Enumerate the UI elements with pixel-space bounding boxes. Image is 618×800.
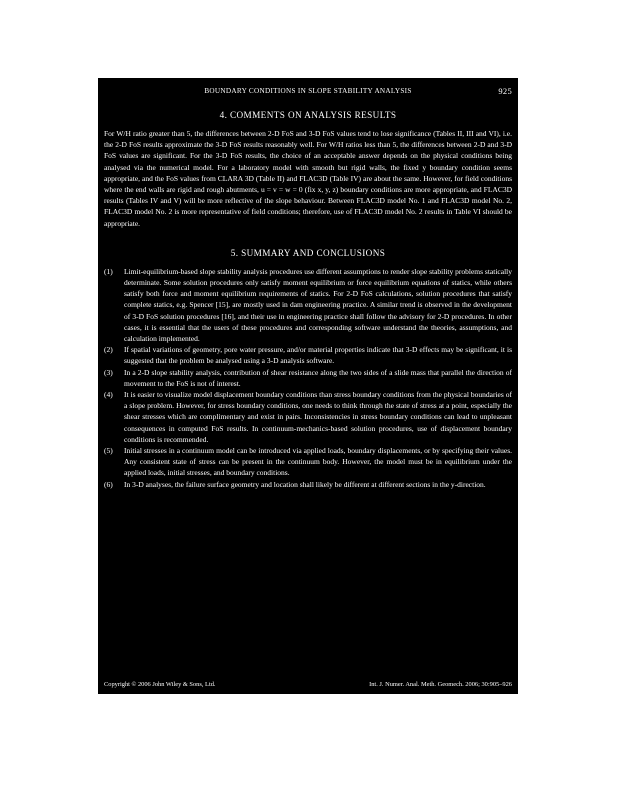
list-item xyxy=(104,344,512,366)
page-footer xyxy=(104,680,512,690)
copyright-notice: Copyright © 2006 John Wiley & Sons, Ltd. xyxy=(104,681,216,688)
running-header xyxy=(104,84,512,98)
list-item xyxy=(104,479,512,490)
list-item xyxy=(104,367,512,389)
list-text: In 3-D analyses, the failure surface geometry and location shall likely be different at different sections in the y-direction. xyxy=(124,479,486,489)
list-text: It is easier to visualize model displacement boundary conditions than stress boundary conditions from the physical boundaries of a slope problem. However, for stress boundary conditions, one needs to think through the state of stress at a point, especially the shear stresses which are complimentary and exist in pairs. Inconsistencies in stress boundary conditions can lead to unpleasant consequences in computed FoS results. In continuum-mechanics-based solution procedures, use of displacement boundary conditions is recommended. xyxy=(124,390,512,444)
list-item xyxy=(104,445,512,479)
section-4-heading: 4. COMMENTS ON ANALYSIS RESULTS xyxy=(219,110,397,120)
list-item xyxy=(104,266,512,344)
page xyxy=(98,78,518,694)
section-4-body xyxy=(104,128,512,229)
list-text: In a 2-D slope stability analysis, contribution of shear resistance along the two sides of a slide mass that parallel the direction of movement to the FoS is not of interest. xyxy=(124,367,512,388)
list-item xyxy=(104,389,512,445)
journal-citation: Int. J. Numer. Anal. Meth. Geomech. 2006; 30:905–926 xyxy=(369,681,512,688)
list-marker: (6) xyxy=(104,479,113,489)
list-text: If spatial variations of geometry, pore water pressure, and/or material properties indicate that 3-D effects may be significant, it is suggested that the problem be analysed using a 3-D analysis software. xyxy=(124,345,512,366)
list-marker: (1) xyxy=(104,266,113,276)
list-marker: (3) xyxy=(104,367,113,377)
section-4-paragraph: For W/H ratio greater than 5, the differences between 2-D FoS and 3-D FoS values tend to lose significance (Tables II, III and VI), i.e. the 2-D FoS results approximate the 3-D FoS results reasonably well. For W/H ratios less than 5, the differences between 2-D and 3-D FoS values are significant. For the 3-D FoS results, the choice of an acceptable answer depends on the physical conditions being analysed via the numerical model. For a laboratory model with smooth but rigid walls, the fixed y boundary condition seems appropriate, and the FoS values from CLARA 3D (Table II) and FLAC3D (Table IV) are about the same. However, for field conditions where the end walls are rigid and rough abutments, u = v = w = 0 (fix x, y, z) boundary conditions are more appropriate, and FLAC3D results (Tables IV and V) will be more reflective of the slope behaviour. Between FLAC3D model No. 1 and FLAC3D model No. 2, FLAC3D model No. 2 is more representative of field conditions; therefore, use of FLAC3D model No. 2 results in Table VI should be appropriate. xyxy=(104,129,512,228)
list-marker: (2) xyxy=(104,345,113,355)
page-number: 925 xyxy=(498,86,512,96)
list-text: Initial stresses in a continuum model can be introduced via applied loads, boundary displacements, or by specifying their values. Any consistent state of stress can be present in the continuum body. However, the model must be in equilibrium under the applied loads, initial stresses, and boundary conditions. xyxy=(124,446,512,478)
list-marker: (5) xyxy=(104,446,113,456)
running-title: BOUNDARY CONDITIONS IN SLOPE STABILITY ANALYSIS xyxy=(204,87,412,95)
list-text: Limit-equilibrium-based slope stability analysis procedures use different assumptions to render slope stability problems statically determinate. Some solution procedures only satisfy moment equilibrium or force equilibrium equations of statics, while others satisfy both force and moment equilibrium requirements of statics. For 2-D FoS calculations, solution procedures that satisfy complete statics, e.g. Spencer [15], are mostly used in dam engineering practice. A similar trend is observed in the development of 3-D FoS solution procedures [16], and their use in engineering practice shall follow the advisory for 2-D procedures. In other cases, it is essential that the users of these procedures and corresponding software understand the theories, assumptions, and calculation implemented. xyxy=(124,266,512,344)
list-marker: (4) xyxy=(104,390,113,400)
section-5-heading: 5. SUMMARY AND CONCLUSIONS xyxy=(230,247,386,258)
conclusions-list xyxy=(104,266,512,490)
